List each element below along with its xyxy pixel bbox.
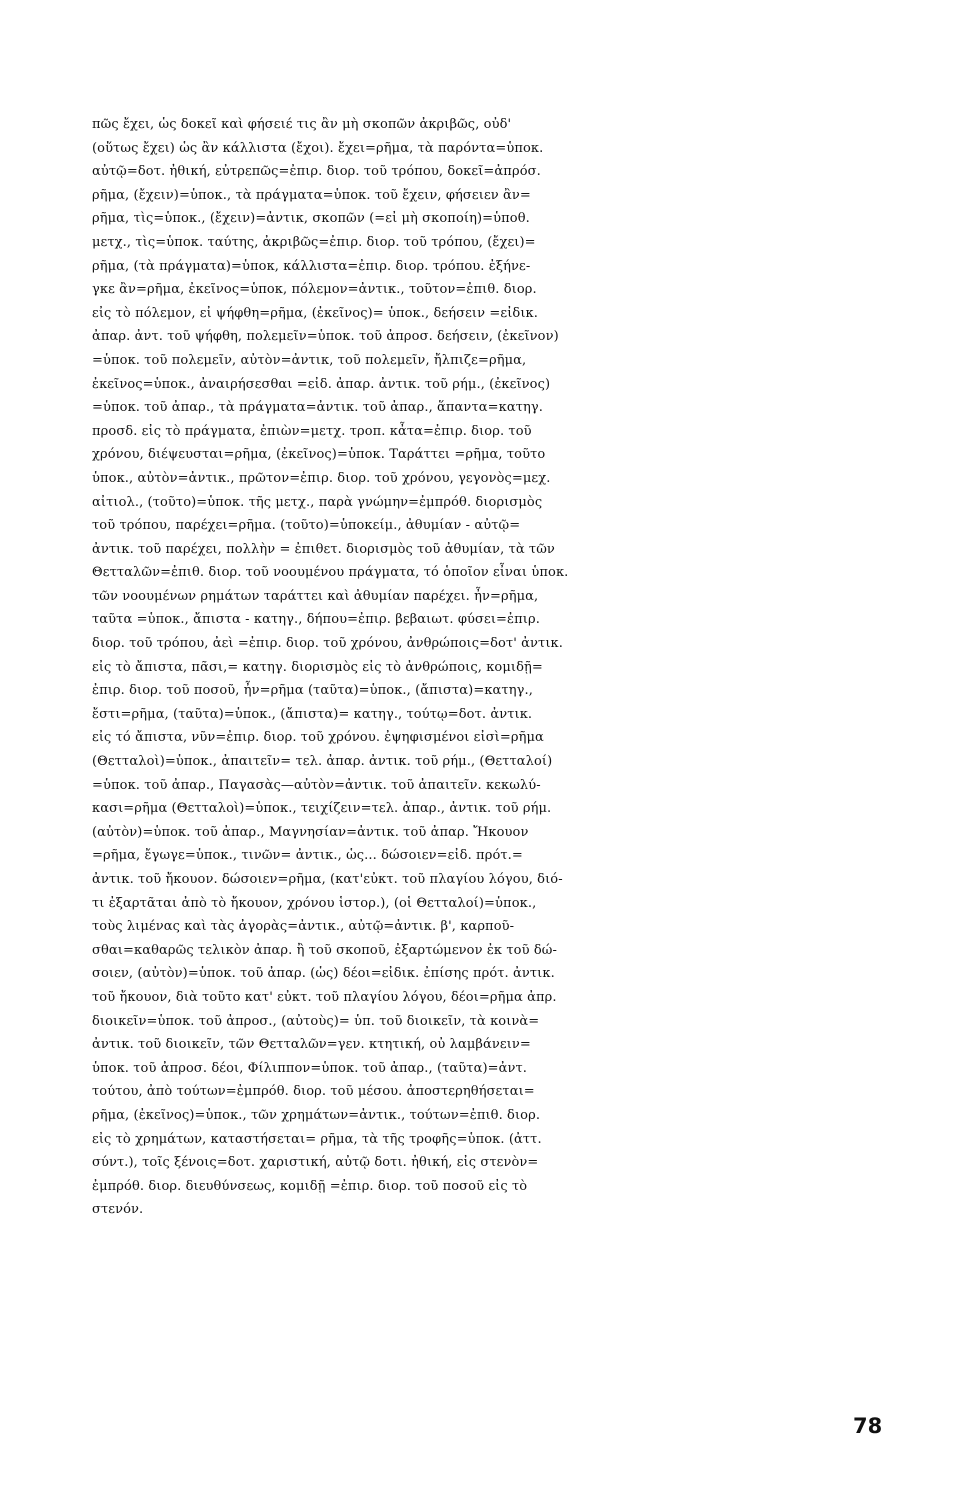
text-line: τοῦ ἤκουον, διὰ τοῦτο κατ' εὐκτ. τοῦ πλαγίου λόγου, δέοι=ρῆμα ἀπρ. [92,989,557,1005]
page-text [92,113,882,1222]
text-line: αἰτιολ., (τοῦτο)=ὑποκ. τῆς μετχ., παρὰ γνώμην=ἐμπρόθ. διορισμὸς [92,494,543,510]
text-line: =ὑποκ. τοῦ πολεμεῖν, αὐτὸν=ἀντικ, τοῦ πολεμεῖν, ἤλπιζε=ρῆμα, [92,352,527,368]
text-line: ρῆμα, τὶς=ὑποκ., (ἔχειν)=ἀντικ, σκοπῶν (=εἰ μὴ σκοποίη)=ὑποθ. [92,211,530,227]
text-line: εἰς τὸ πόλεμον, εἰ ψήφθη=ρῆμα, (ἐκεῖνος)= ὑποκ., δεήσειν =εἰδικ. [92,305,538,321]
page-number: 78 [853,1414,883,1438]
text-line: χρόνου, διέψευσται=ρῆμα, (ἐκεῖνος)=ὑποκ. Ταράττει =ρῆμα, τοῦτο [92,447,546,463]
text-line: (Θετταλοὶ)=ὑποκ., ἀπαιτεῖν= τελ. ἀπαρ. ἀντικ. τοῦ ρήμ., (Θετταλοί) [92,754,553,770]
text-line: ρῆμα, (ἔχειν)=ὑποκ., τὰ πράγματα=ὑποκ. τοῦ ἔχειν, φήσειεν ἂν= [92,187,531,203]
text-line: εἰς τὸ χρημάτων, καταστήσεται= ρῆμα, τὰ τῆς τροφῆς=ὑποκ. (ἀττ. [92,1131,542,1147]
text-line: κασι=ρῆμα (Θετταλοὶ)=ὑποκ., τειχίζειν=τελ. ἀπαρ., ἀντικ. τοῦ ρήμ. [92,801,552,817]
text-line: μετχ., τὶς=ὑποκ. ταύτης, ἀκριβῶς=ἐπιρ. διορ. τοῦ τρόπου, (ἔχει)= [92,234,536,250]
text-line: εἰς τὸ ἄπιστα, πᾶσι,= κατηγ. διορισμὸς εἰς τὸ ἀνθρώποις, κομιδῇ= [92,659,543,675]
text-line: σύντ.), τοῖς ξένοις=δοτ. χαριστική, αὐτῷ δοτι. ἠθική, εἰς στενὸν= [92,1155,539,1171]
text-line: διορ. τοῦ τρόπου, ἀεὶ =ἐπιρ. διορ. τοῦ χρόνου, ἀνθρώποις=δοτ' ἀντικ. [92,636,563,652]
text-line: ρῆμα, (ἐκεῖνος)=ὑποκ., τῶν χρημάτων=ἀντικ., τούτων=ἐπιθ. διορ. [92,1107,541,1123]
text-line: σοιεν, (αὐτὸν)=ὑποκ. τοῦ ἀπαρ. (ὡς) δέοι=εἰδικ. ἐπίσης πρότ. ἀντικ. [92,966,555,982]
text-line: ἐπιρ. διορ. τοῦ ποσοῦ, ἦν=ρῆμα (ταῦτα)=ὑποκ., (ἄπιστα)=κατηγ., [92,683,533,699]
text-line: τῶν νοουμένων ρημάτων ταράττει καὶ ἀθυμίαν παρέχει. ἦν=ρῆμα, [92,588,539,604]
text-line: ταῦτα =ὑποκ., ἄπιστα - κατηγ., δήπου=ἐπιρ. βεβαιωτ. φύσει=ἐπιρ. [92,612,540,628]
text-line: στενόν. [92,1202,144,1218]
text-line: τοὺς λιμένας καὶ τὰς ἀγορὰς=ἀντικ., αὐτῷ=ἀντικ. β', καρποῦ- [92,919,515,935]
text-line: =ὑποκ. τοῦ ἀπαρ., τὰ πράγματα=ἀντικ. τοῦ ἀπαρ., ἅπαντα=κατηγ. [92,400,543,416]
text-line: Θετταλῶν=ἐπιθ. διορ. τοῦ νοουμένου πράγματα, τό ὁποῖον εἶναι ὑποκ. [92,565,569,581]
text-line: αὐτῷ=δοτ. ἠθική, εὐτρεπῶς=ἐπιρ. διορ. τοῦ τρόπου, δοκεῖ=ἀπρόσ. [92,164,541,180]
text-line: ρῆμα, (τὰ πράγματα)=ὑποκ, κάλλιστα=ἐπιρ. διορ. τρόπου. ἐξήνε- [92,258,531,274]
text-line: ἀντικ. τοῦ διοικεῖν, τῶν Θετταλῶν=γεν. κτητική, οὐ λαμβάνειν= [92,1037,531,1053]
text-line: τι ἐξαρτᾶται ἀπὸ τὸ ἤκουον, χρόνου ἱστορ.), (οἱ Θετταλοί)=ὑποκ., [92,895,537,911]
text-line: τοῦ τρόπου, παρέχει=ρῆμα. (τοῦτο)=ὑποκείμ., ἀθυμίαν - αὐτῷ= [92,518,521,534]
text-line: =ὑποκ. τοῦ ἀπαρ., Παγασὰς—αὐτὸν=ἀντικ. τοῦ ἀπαιτεῖν. κεκωλύ- [92,777,541,793]
text-line: γκε ἂν=ρῆμα, ἐκεῖνος=ὑποκ, πόλεμον=ἀντικ., τοῦτον=ἐπιθ. διορ. [92,282,537,298]
text-line: ἐκεῖνος=ὑποκ., ἀναιρήσεσθαι =εἰδ. ἀπαρ. ἀντικ. τοῦ ρήμ., (ἐκεῖνος) [92,376,551,392]
text-line: ἔστι=ρῆμα, (ταῦτα)=ὑποκ., (ἄπιστα)= κατηγ., τούτῳ=δοτ. ἀντικ. [92,706,533,722]
text-line: σθαι=καθαρῶς τελικὸν ἀπαρ. ἢ τοῦ σκοποῦ, ἐξαρτώμενον ἐκ τοῦ δώ- [92,942,557,958]
text-line: ἀπαρ. ἀντ. τοῦ ψήφθη, πολεμεῖν=ὑποκ. τοῦ ἀπροσ. δεήσειν, (ἐκεῖνον) [92,329,559,345]
text-line: ἀντικ. τοῦ ἤκουον. δώσοιεν=ρῆμα, (κατ'εὐκτ. τοῦ πλαγίου λόγου, διό- [92,872,563,887]
text-line: τούτου, ἀπὸ τούτων=ἐμπρόθ. διορ. τοῦ μέσου. ἀποστερηθήσεται= [92,1084,535,1100]
text-line: προσδ. εἰς τὸ πράγματα, ἐπιὼν=μετχ. τροπ. κἆτα=ἐπιρ. διορ. τοῦ [92,423,532,439]
text-line: εἰς τό ἄπιστα, νῦν=ἐπιρ. διορ. τοῦ χρόνου. ἐψηφισμένοι εἰσὶ=ρῆμα [92,730,544,746]
text-line: ἀντικ. τοῦ παρέχει, πολλὴν = ἐπιθετ. διορισμὸς τοῦ ἀθυμίαν, τὰ τῶν [92,541,555,557]
text-line: =ρῆμα, ἔγωγε=ὑποκ., τινῶν= ἀντικ., ὡς... δώσοιεν=εἰδ. πρότ.= [92,848,523,864]
text-line: ἐμπρόθ. διορ. διευθύνσεως, κομιδῇ =ἐπιρ. διορ. τοῦ ποσοῦ εἰς τὸ [92,1178,528,1194]
text-line: ὑποκ. τοῦ ἀπροσ. δέοι, Φίλιππον=ὑποκ. τοῦ ἀπαρ., (ταῦτα)=ἀντ. [92,1060,528,1076]
text-line: ὑποκ., αὐτὸν=ἀντικ., πρῶτον=ἐπιρ. διορ. τοῦ χρόνου, γεγονὸς=μεχ. [92,470,551,486]
text-line: (οὕτως ἔχει) ὡς ἂν κάλλιστα (ἔχοι). ἔχει=ρῆμα, τὰ παρόντα=ὑποκ. [92,140,544,156]
text-line: διοικεῖν=ὑποκ. τοῦ ἀπροσ., (αὐτοὺς)= ὑπ. τοῦ διοικεῖν, τὰ κοινὰ= [92,1013,540,1029]
text-line: (αὐτὸν)=ὑποκ. τοῦ ἀπαρ., Μαγνησίαν=ἀντικ. τοῦ ἀπαρ. Ἤκουον [92,824,529,840]
text-line: πῶς ἔχει, ὡς δοκεῖ καὶ φήσειέ τις ἂν μὴ σκοπῶν ἀκριβῶς, οὐδ' [92,117,512,132]
